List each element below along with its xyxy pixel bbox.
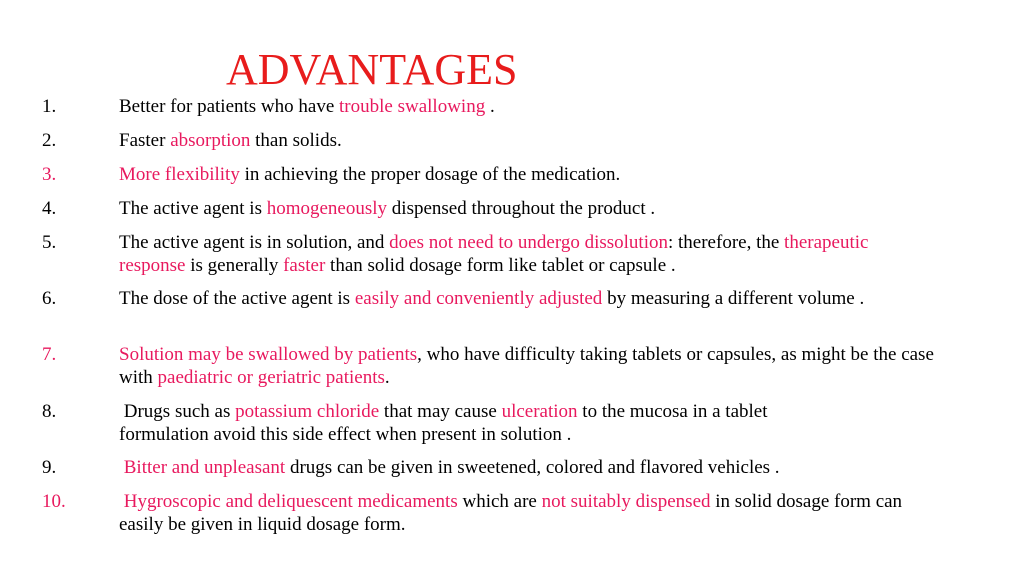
text-segment: which are [457,491,542,512]
text-segment: in solid dosage form can easily be given in liquid dosage form. [119,491,907,535]
item-number: 6. [42,288,57,309]
item-text [119,490,929,536]
item-number: 7. [42,344,57,365]
item-text [119,163,949,186]
item-number: 9. [42,457,57,478]
text-segment: The active agent is in solution, and [119,232,390,253]
text-segment: : therefore, the [667,232,785,253]
text-segment: Drugs such as [119,401,236,422]
page-title: ADVANTAGES [226,45,518,94]
text-segment: that may cause [379,401,502,422]
text-segment: . [485,96,495,117]
text-segment: in achieving the proper dosage of the medication. [239,164,621,185]
highlighted-text: potassium chloride [235,401,380,422]
highlighted-text: More flexibility [119,164,240,185]
highlighted-text: therapeutic response [119,232,874,276]
item-number: 1. [42,96,57,117]
item-text [119,95,949,118]
highlighted-text: Solution may be swallowed by patients [119,344,418,365]
highlighted-text: Hygroscopic and deliquescent medicaments [123,491,458,512]
item-number: 5. [42,232,57,253]
text-segment: dispensed throughout the product . [387,198,656,219]
item-text [119,129,949,152]
item-text [119,197,949,220]
item-number: 10. [42,491,66,512]
item-text [119,400,859,446]
highlighted-text: homogeneously [266,198,388,219]
text-segment: . [384,367,390,388]
highlighted-text: Bitter and unpleasant [123,457,286,478]
text-segment: Faster [119,130,171,151]
item-text [119,343,949,389]
text-segment: , who have difficulty taking tablets or capsules, as might be the case with [119,344,939,388]
highlighted-text: absorption [170,130,251,151]
item-number: 4. [42,198,57,219]
text-segment: than solid dosage form like tablet or capsule . [325,255,676,276]
text-segment: by measuring a different volume . [602,288,865,309]
item-number: 2. [42,130,57,151]
text-segment: The active agent is [119,198,267,219]
text-segment: The dose of the active agent is [119,288,355,309]
item-text [119,456,949,479]
highlighted-text: faster [283,255,326,276]
text-segment: Better for patients who have [119,96,340,117]
highlighted-text: does not need to undergo dissolution [389,232,668,253]
highlighted-text: paediatric or geriatric patients [157,367,385,388]
text-segment: than solids. [250,130,342,151]
item-number: 8. [42,401,57,422]
text-segment: to the mucosa in a tablet formulation avoid this side effect when present in solution . [119,401,773,445]
item-text [119,231,879,277]
text-segment: is generally [185,255,284,276]
item-number: 3. [42,164,57,185]
text-segment: drugs can be given in sweetened, colored and flavored vehicles . [285,457,780,478]
highlighted-text: ulceration [501,401,578,422]
highlighted-text: trouble swallowing [339,96,486,117]
item-text [119,287,899,310]
highlighted-text: easily and conveniently adjusted [354,288,603,309]
highlighted-text: not suitably dispensed [541,491,711,512]
